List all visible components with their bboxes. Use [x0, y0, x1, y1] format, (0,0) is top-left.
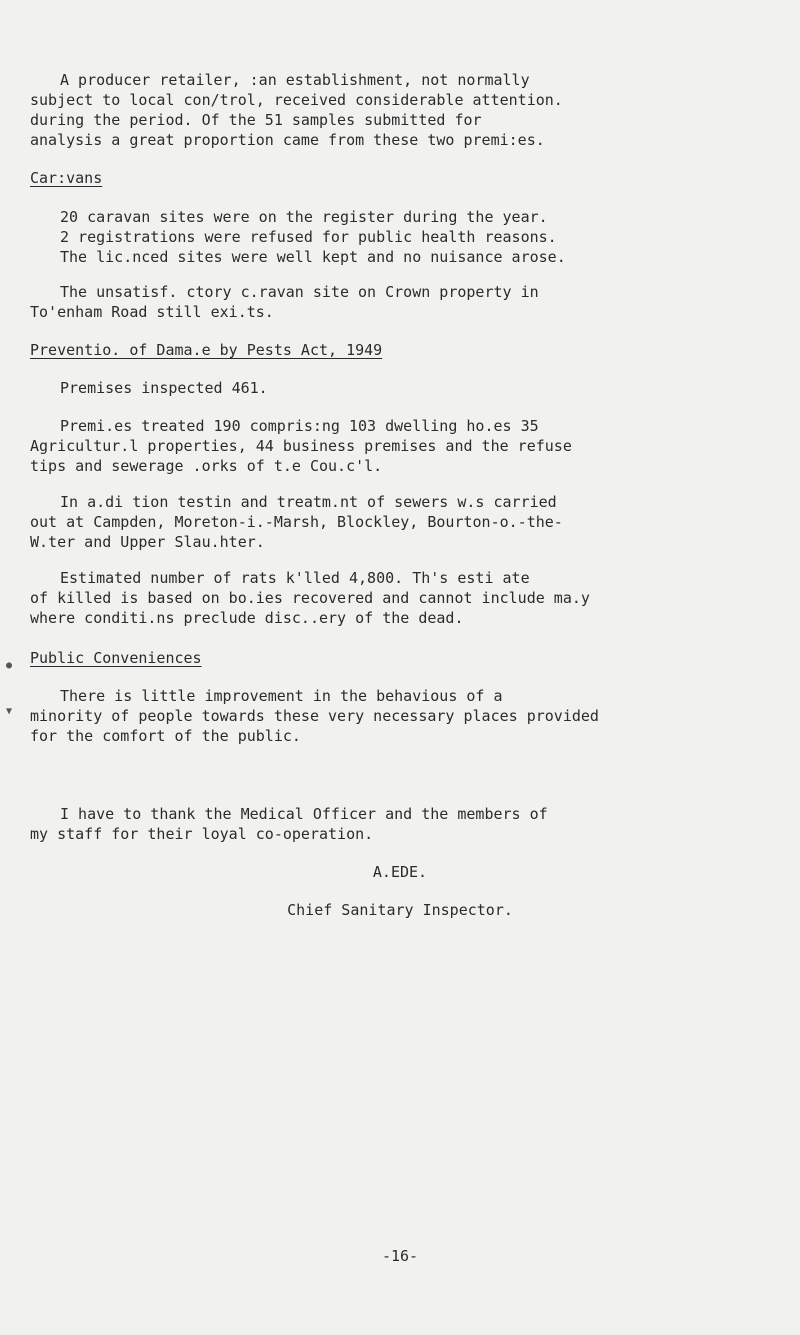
caravans-line-2: 2 registrations were refused for public health reasons.: [60, 228, 557, 246]
caravans-line-4: The unsatisf. ctory c.ravan site on Crown property in: [60, 283, 539, 301]
intro-line-2: subject to local con/trol, received considerable attention.: [30, 91, 563, 109]
intro-line-3: during the period. Of the 51 samples submitted for: [30, 111, 482, 129]
closing-line-1: I have to thank the Medical Officer and the members of: [60, 805, 548, 823]
caravans-heading: Car:vans: [30, 169, 103, 187]
signature-title: Chief Sanitary Inspector.: [287, 901, 513, 919]
pests-line-3: tips and sewerage .orks of t.e Cou.c'l.: [30, 457, 383, 475]
pests-line-1: Premi.es treated 190 compris:ng 103 dwelling ho.es 35: [60, 417, 539, 435]
closing-line-2: my staff for their loyal co-operation.: [30, 825, 374, 843]
pests-line-4: In a.di tion testin and treatm.nt of sewers w.s carried: [60, 493, 557, 511]
pests-line-7: Estimated number of rats k'lled 4,800. Th's esti ate: [60, 569, 530, 587]
intro-line-1: A producer retailer, :an establishment, not normally: [60, 71, 530, 89]
margin-mark-2: ▼: [6, 706, 13, 717]
pests-line-5: out at Campden, Moreton-i.-Marsh, Blockley, Bourton-o.-the-: [30, 513, 563, 531]
conveniences-line-2: minority of people towards these very necessary places provided: [30, 707, 599, 725]
pests-line-6: W.ter and Upper Slau.hter.: [30, 533, 265, 551]
pests-line-9: where conditi.ns preclude disc..ery of the dead.: [30, 609, 464, 627]
page-number: -16-: [381, 1247, 419, 1265]
signature-name: A.EDE.: [372, 863, 428, 881]
conveniences-heading: Public Conveniences: [30, 649, 202, 667]
intro-line-4: analysis a great proportion came from these two premi:es.: [30, 131, 545, 149]
conveniences-line-3: for the comfort of the public.: [30, 727, 301, 745]
conveniences-line-1: There is little improvement in the behavious of a: [60, 687, 503, 705]
pests-inspected: Premises inspected 461.: [60, 379, 268, 397]
caravans-line-1: 20 caravan sites were on the register during the year.: [60, 208, 548, 226]
margin-mark-1: ●: [6, 660, 13, 671]
caravans-line-3: The lic.nced sites were well kept and no nuisance arose.: [60, 248, 566, 266]
pests-line-2: Agricultur.l properties, 44 business premises and the refuse: [30, 437, 572, 455]
caravans-line-5: To'enham Road still exi.ts.: [30, 303, 274, 321]
pests-line-8: of killed is based on bo.ies recovered and cannot include ma.y: [30, 589, 590, 607]
pests-heading: Preventio. of Dama.e by Pests Act, 1949: [30, 341, 383, 359]
